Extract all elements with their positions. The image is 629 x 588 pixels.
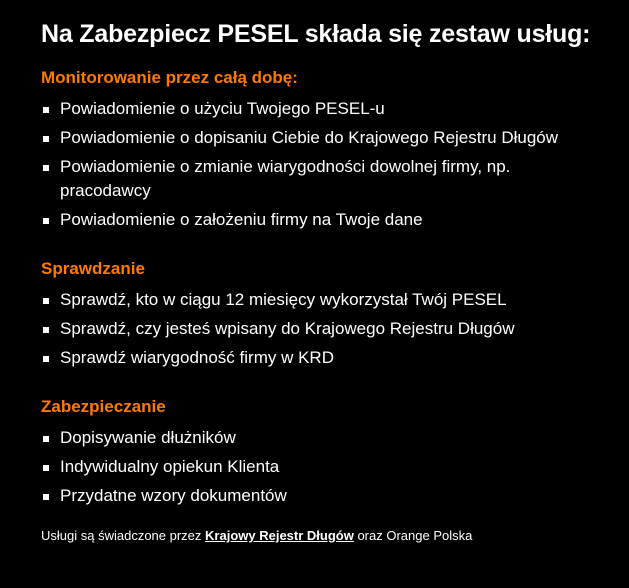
service-list xyxy=(41,288,605,370)
list-item: Sprawdź, kto w ciągu 12 miesięcy wykorzystał Twój PESEL xyxy=(41,288,605,312)
krd-link[interactable]: Krajowy Rejestr Długów xyxy=(205,528,354,543)
footer-prefix: Usługi są świadczone przez xyxy=(41,528,206,543)
section-monitoring xyxy=(41,67,605,232)
list-item: Powiadomienie o użyciu Twojego PESEL-u xyxy=(41,97,605,121)
section-protection xyxy=(41,396,605,508)
list-item: Indywidualny opiekun Klienta xyxy=(41,455,605,479)
section-checking xyxy=(41,258,605,370)
section-title: Sprawdzanie xyxy=(41,259,145,278)
service-list xyxy=(41,426,605,508)
list-item: Sprawdź wiarygodność firmy w KRD xyxy=(41,346,605,370)
list-item: Dopisywanie dłużników xyxy=(41,426,605,450)
section-title: Zabezpieczanie xyxy=(41,397,166,416)
footer-note xyxy=(41,527,605,545)
section-title: Monitorowanie przez całą dobę: xyxy=(41,68,298,87)
footer-suffix: oraz Orange Polska xyxy=(353,528,473,543)
service-list xyxy=(41,97,605,232)
list-item: Sprawdź, czy jesteś wpisany do Krajowego Rejestru Długów xyxy=(41,317,605,341)
list-item: Przydatne wzory dokumentów xyxy=(41,484,605,508)
list-item: Powiadomienie o zmianie wiarygodności dowolnej firmy, np. pracodawcy xyxy=(41,155,530,203)
list-item: Powiadomienie o dopisaniu Ciebie do Krajowego Rejestru Długów xyxy=(41,126,605,150)
page-title: Na Zabezpiecz PESEL składa się zestaw usług: xyxy=(41,20,591,48)
list-item: Powiadomienie o założeniu firmy na Twoje dane xyxy=(41,208,605,232)
